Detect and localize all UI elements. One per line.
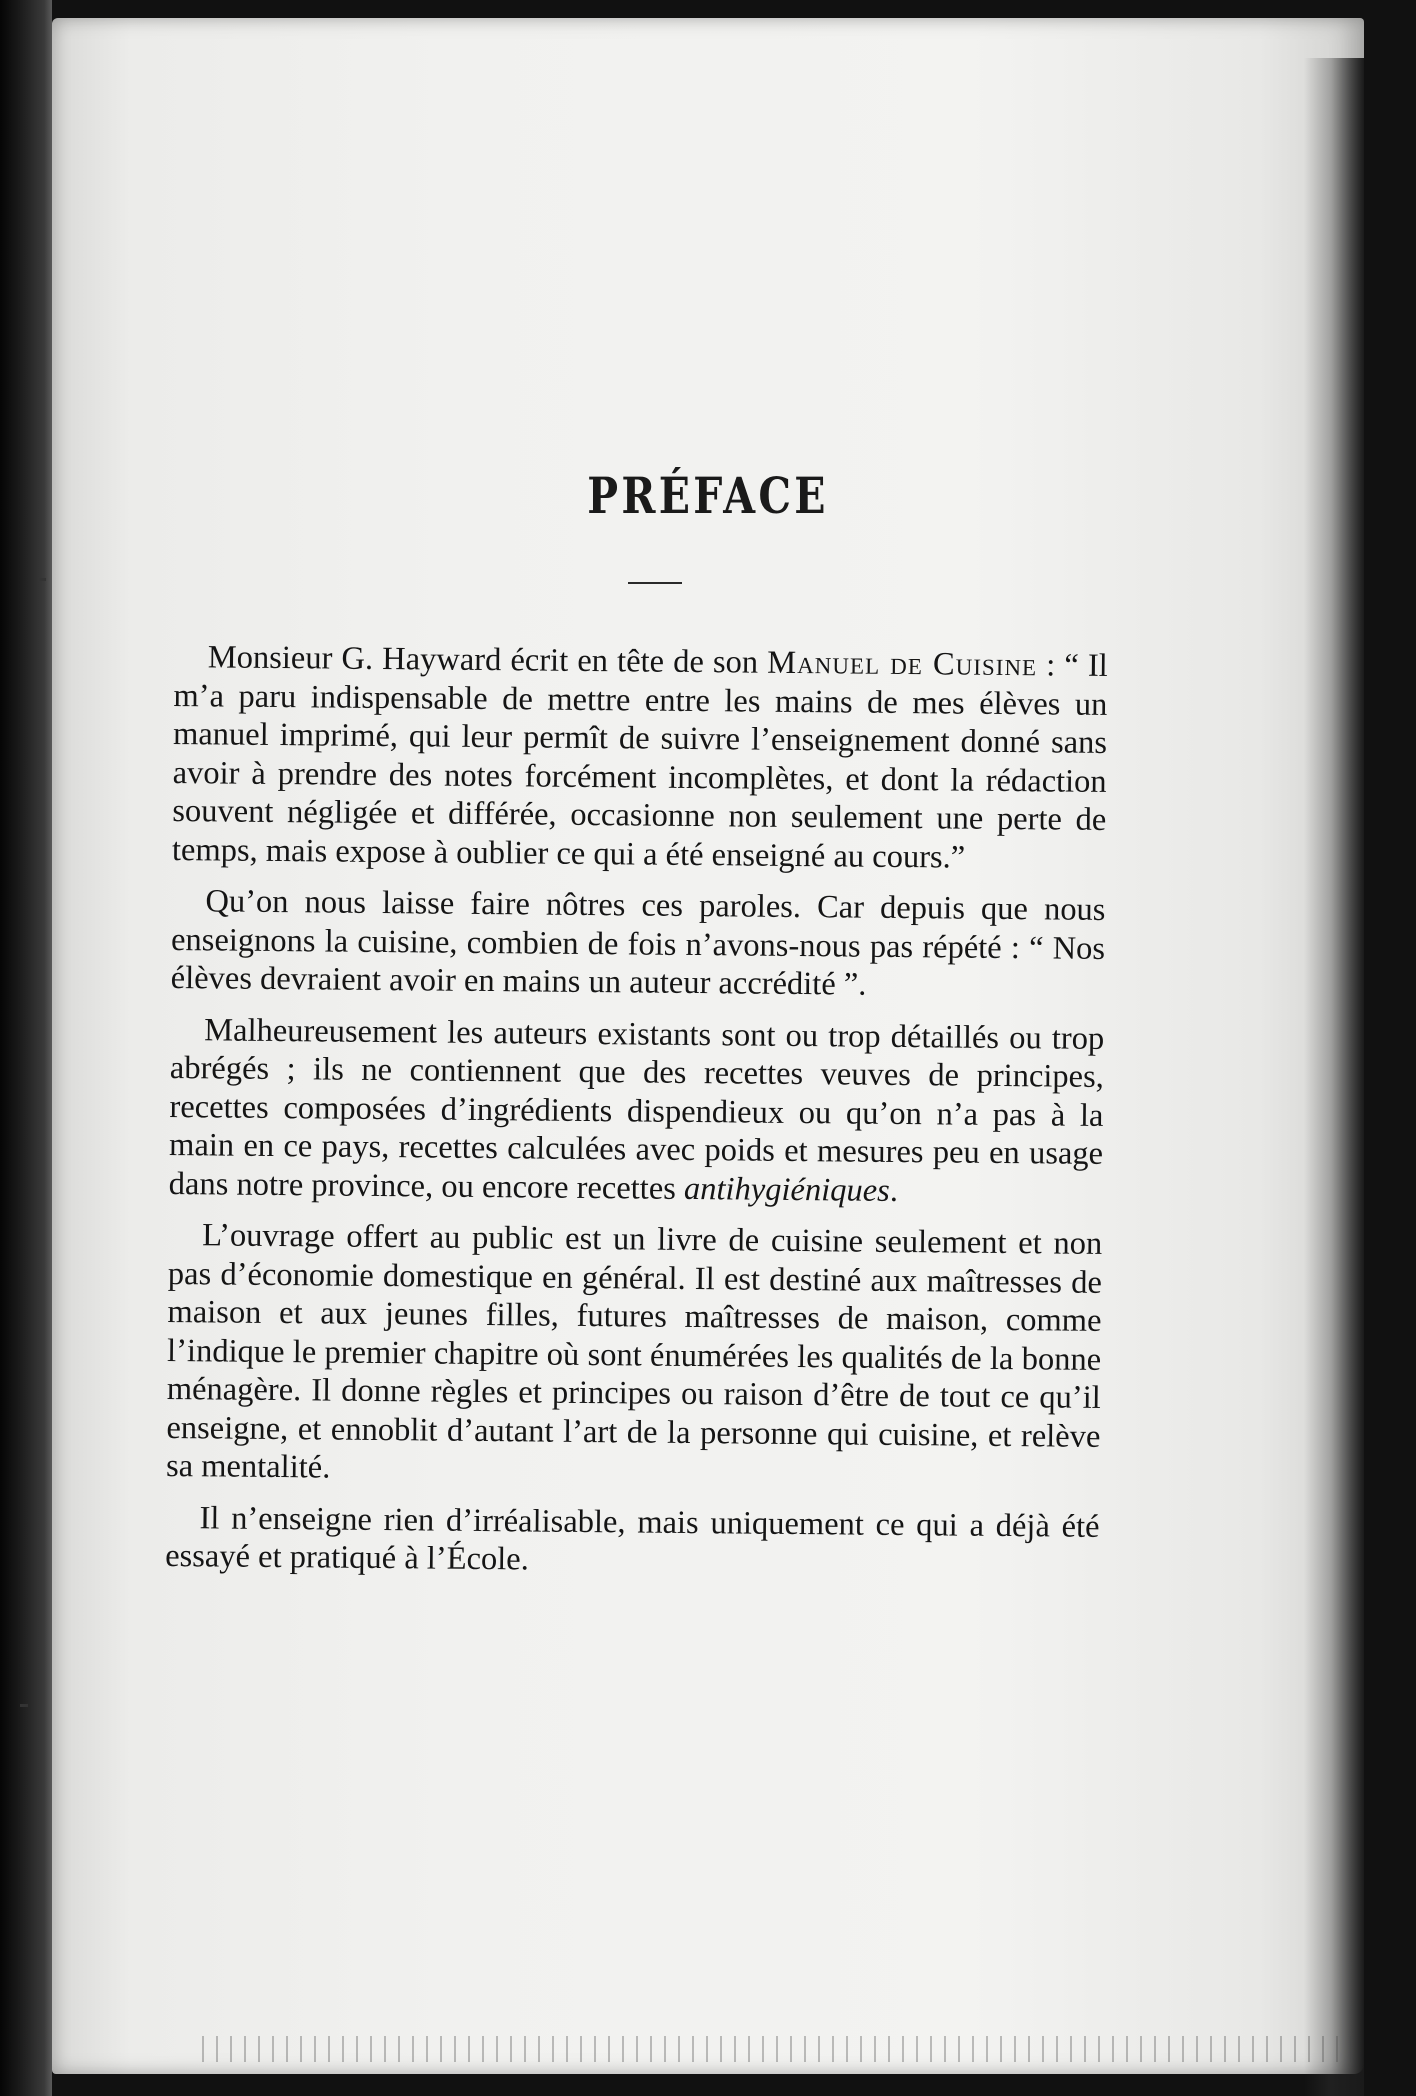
body-text (165, 638, 1108, 1597)
margin-mark (38, 578, 46, 581)
page-right-edge (1304, 58, 1364, 2096)
page-title: PRÉFACE (587, 466, 829, 525)
title-rule (628, 582, 682, 584)
paragraph-1-lead: Monsieur G. Hayward écrit en tête de son (207, 639, 768, 681)
paragraph-3-lead: Malheureusement les auteurs existants sont ou trop détaillés ou trop abrégés ; ils ne contiennent que des recettes veuves de principes, recettes composées d’ingrédients dispendieux ou qu’on n’a pas à la main en ce pays, recettes calculées avec poids et mesures peu en usage dans notre province, ou encore recettes (168, 1011, 1105, 1207)
paragraph-3 (169, 1010, 1105, 1211)
paragraph-2: Qu’on nous laisse faire nôtres ces paroles. Car depuis que nous enseignons la cuisine, combien de fois n’avons-nous pas répété : “ Nos élèves devraient avoir en mains un auteur accrédité ”. (170, 883, 1106, 1003)
paragraph-4: L’ouvrage offert au public est un livre de cuisine seulement et non pas d’économie domestique en général. Il est destiné aux maîtresses de maison et aux jeunes filles, futures maîtresses de maison, comme l’indique le premier chapitre où sont énumérées les qualités de la bonne ménagère. Il donne règles et principes ou raison d’être de tout ce qu’il enseigne, et ennoblit d’autant l’art de la personne qui cuisine, et relève sa mentalité. (165, 1217, 1103, 1486)
margin-mark (20, 1704, 28, 1707)
left-page-edge (0, 0, 52, 2096)
paragraph-3-end: . (889, 1172, 899, 1209)
emphasis-word: antihygiéniques (683, 1170, 890, 1209)
paragraph-1 (172, 638, 1108, 878)
paragraph-5: Il n’enseigne rien d’irréalisable, mais uniquement ce qui a déjà été essayé et pratiqué à l’École. (165, 1499, 1100, 1578)
book-title: Manuel de Cuisine (767, 644, 1038, 684)
page-bottom-edge (202, 2036, 1362, 2062)
paragraph-1-rest: : “ Il m’a paru indispensable de mettre entre les mains de mes élèves un manuel imprimé, qui leur permît de suivre l’enseignement donné sans avoir à prendre des notes forcément incomplètes, et dont la rédaction souvent négligée et différée, occasionne non seulement une perte de temps, mais expose à oublier ce qui a été enseigné au cours.” (171, 647, 1108, 876)
